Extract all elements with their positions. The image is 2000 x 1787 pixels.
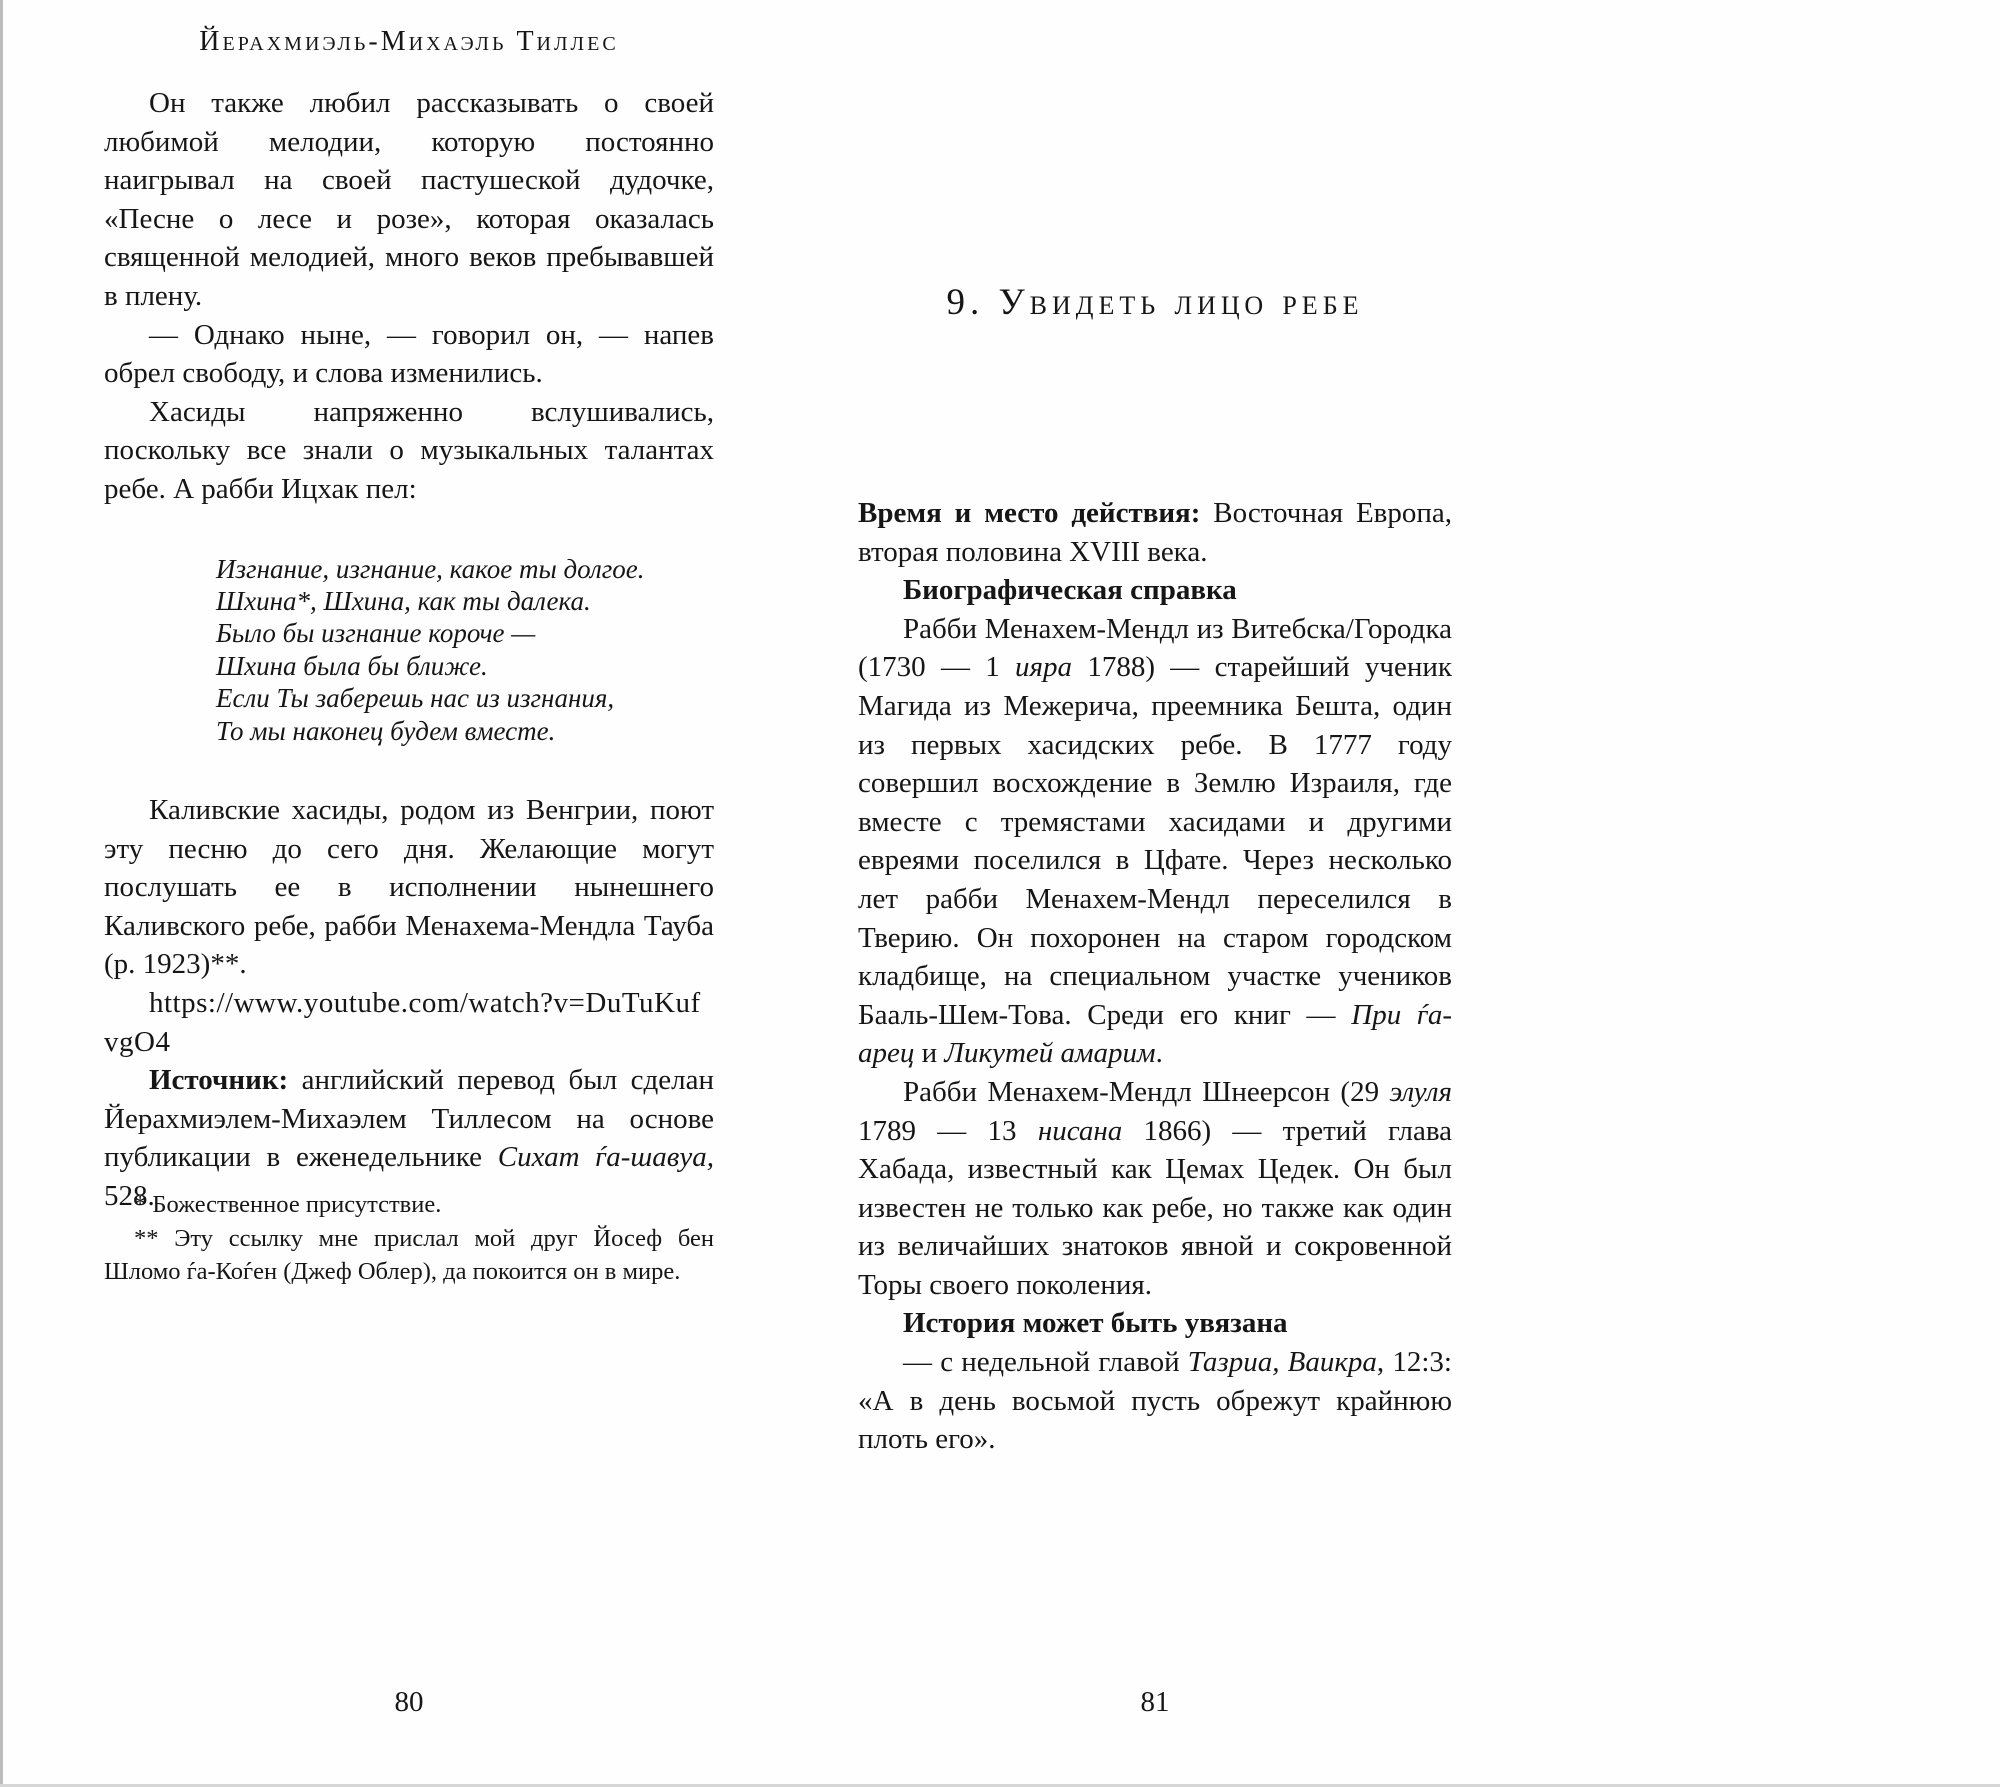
paragraph-kaliv: Каливские хасиды, родом из Венгрии, поют эту песню до сего дня. Желающие могут послушать ее в исполнении нынешнего Каливского ребе, рабби Менахема-Мендла Тауба (р. 1923)**. [104, 793, 714, 981]
verse-line: Было бы изгнание короче — [216, 618, 536, 649]
verse-line: Если Ты заберешь нас из изгнания, [216, 683, 615, 714]
paragraph-melody: Он также любил рассказывать о своей любимой мелодии, которую постоянно наигрывал на своей пастушеской дудочке, «Песне о лесе и розе», которая оказалась священной мелодией, много веков пребывавшей в плену. [104, 87, 714, 312]
paragraph-time-place: Время и место действия: Восточная Европа, вторая половина XVIII века. [858, 497, 1453, 568]
verse-line: То мы наконец будем вместе. [216, 715, 556, 746]
verse-line: Шхина была бы ближе. [216, 650, 488, 681]
right-page [858, 0, 1452, 1787]
chapter-title: 9. Увидеть лицо ребе [946, 282, 1364, 323]
page-number-right: 81 [1140, 1686, 1170, 1718]
scan-edge-left [0, 0, 3, 1787]
footnote-1: * Божественное присутствие. [134, 1191, 442, 1218]
paragraph-bio-schneersohn: Рабби Менахем-Мендл Шнеерсон (29 элуля 1789 — 13 нисана 1866) — третий глава Хабада, известный как Цемах Цедек. Он был известен не только как ребе, но также как один из величайших знатоков явной и сокровенной Торы своего поколения. [858, 1075, 1453, 1301]
footnote-2: ** Эту ссылку мне прислал мой друг Йосеф бен Шломо ѓа-Коѓен (Джеф Облер), да покоится он в мире. [104, 1224, 714, 1285]
running-header: Йерахмиэль-Михаэль Тиллес [199, 26, 619, 57]
song-verse [216, 553, 714, 747]
verse-line: Шхина*, Шхина, как ты далека. [216, 585, 591, 616]
left-page [104, 0, 714, 1787]
paragraph-weekly-portion: — с недельной главой Тазриа, Ваикра, 12:3: «А в день восьмой пусть обрежут крайнюю плоть его». [858, 1346, 1452, 1456]
subheading-biography: Биографическая справка [903, 574, 1237, 607]
paragraph-dialogue: — Однако ныне, — говорил он, — напев обрел свободу, и слова изменились. [104, 318, 714, 390]
youtube-url-text: https://www.youtube.com/watch?v=DuTuKufvgO4 [104, 986, 701, 1058]
paragraph-bio-vitebsk: Рабби Менахем-Мендл из Витебска/Городка (1730 — 1 ияра 1788) — старейший ученик Магида из Межерича, преемника Бешта, один из первых хасидских ребе. В 1777 году совершил восхождение в Землю Израиля, где вместе с тремястами хасидами и другими евреями поселился в Цфате. Через несколько лет рабби Менахем-Мендл переселился в Тверию. Он похоронен на старом городском кладбище, на специальном участке учеников Бааль-Шем-Това. Среди его книг — При ѓа-арец и Ликутей амарим. [858, 612, 1452, 1070]
verse-line: Изгнание, изгнание, какое ты долгое. [216, 553, 645, 584]
footnotes-block [104, 1188, 714, 1289]
paragraph-hasidim: Хасиды напряженно вслушивались, поскольку все знали о музыкальных талантах ребе. А рабби Ицхак пел: [104, 395, 714, 505]
paragraph-source: Источник: английский перевод был сделан Йерахмиэлем-Михаэлем Тиллесом на основе публикации в еженедельнике Сихат ѓа-шавуа, 528. [104, 1064, 715, 1212]
subheading-story-link: История может быть увязана [903, 1307, 1288, 1340]
page-number-left: 80 [394, 1686, 424, 1718]
